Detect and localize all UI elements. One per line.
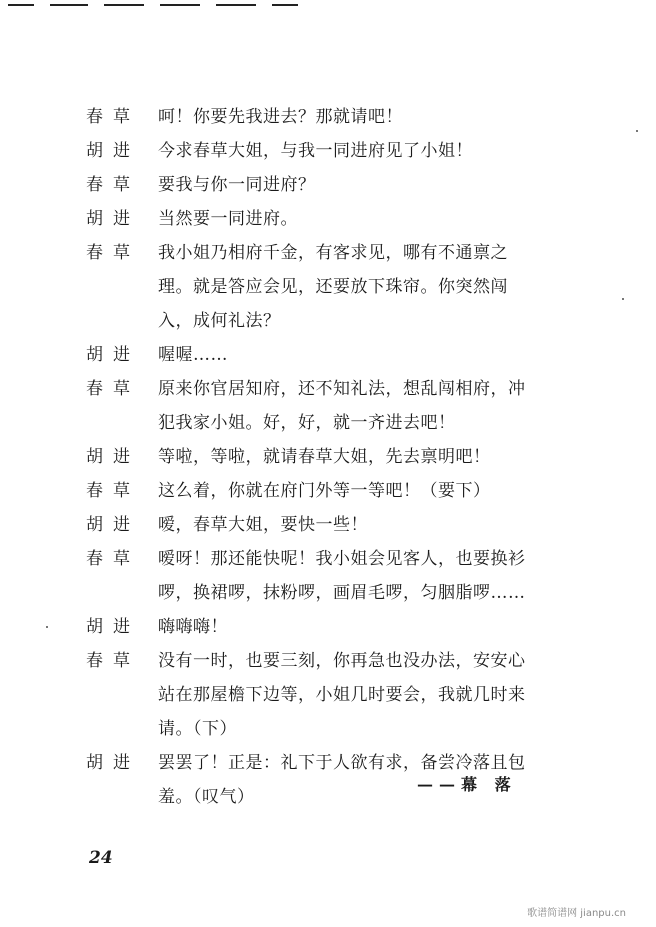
speaker-name: 胡进 xyxy=(86,617,140,637)
script-body xyxy=(86,100,556,814)
dialogue-line xyxy=(86,202,556,236)
speaker-name: 胡进 xyxy=(86,515,140,535)
speaker-name: 春草 xyxy=(86,549,140,569)
speech-text: 我小姐乃相府千金，有客求见，哪有不通禀之 xyxy=(158,243,508,263)
top-rule xyxy=(104,4,144,6)
dialogue-line xyxy=(86,168,556,202)
dialogue-line xyxy=(86,372,556,406)
speech-text: 啰，换裙啰，抹粉啰，画眉毛啰，匀胭脂啰…… xyxy=(158,583,526,603)
speaker-name: 春草 xyxy=(86,107,140,127)
watermark: 歌谱简谱网 jianpu.cn xyxy=(527,908,626,919)
dialogue-line xyxy=(86,678,556,712)
dialogue-line xyxy=(86,508,556,542)
speech-text: 当然要一同进府。 xyxy=(158,209,298,229)
dialogue-line xyxy=(86,644,556,678)
dialogue-line xyxy=(86,474,556,508)
speech-text: 羞。（叹气） xyxy=(158,787,255,807)
speaker-name: 春草 xyxy=(86,651,140,671)
speaker-name: 胡进 xyxy=(86,141,140,161)
top-rule xyxy=(50,4,88,6)
speech-text: 喔喔…… xyxy=(158,345,228,365)
top-rule xyxy=(8,4,34,6)
dialogue-line xyxy=(86,100,556,134)
dialogue-line xyxy=(86,406,556,440)
speech-text: 要我与你一同进府？ xyxy=(158,175,316,195)
dialogue-line xyxy=(86,576,556,610)
dialogue-line xyxy=(86,712,556,746)
scan-speck xyxy=(46,626,48,628)
dialogue-line xyxy=(86,270,556,304)
top-rule xyxy=(216,4,256,6)
speech-text: 等啦，等啦，就请春草大姐，先去禀明吧！ xyxy=(158,447,491,467)
speech-text: 嗳呀！那还能快呢！我小姐会见客人，也要换衫 xyxy=(158,549,526,569)
speech-text: 罢罢了！正是：礼下于人欲有求，备尝冷落且包 xyxy=(158,753,526,773)
page-number: 24 xyxy=(89,848,113,868)
speech-text: 呵！你要先我进去？那就请吧！ xyxy=(158,107,403,127)
speech-text: 嗳，春草大姐，要快一些！ xyxy=(158,515,368,535)
curtain-falls-line: ——幕 落 xyxy=(417,775,517,794)
dialogue-line xyxy=(86,338,556,372)
speech-text: 嗨嗨嗨！ xyxy=(158,617,228,637)
top-rule xyxy=(160,4,200,6)
speech-text: 理。就是答应会见，还要放下珠帘。你突然闯 xyxy=(158,277,508,297)
speaker-name: 春草 xyxy=(86,481,140,501)
speaker-name: 胡进 xyxy=(86,753,140,773)
dialogue-line xyxy=(86,610,556,644)
speech-text: 今求春草大姐，与我一同进府见了小姐！ xyxy=(158,141,473,161)
speech-text: 这么着，你就在府门外等一等吧！（要下） xyxy=(158,481,491,501)
speech-text: 站在那屋檐下边等，小姐几时要会，我就几时来 xyxy=(158,685,526,705)
speaker-name: 春草 xyxy=(86,243,140,263)
speech-text: 入，成何礼法？ xyxy=(158,311,281,331)
speech-text: 没有一时，也要三刻，你再急也没办法，安安心 xyxy=(158,651,526,671)
top-rule xyxy=(272,4,298,6)
speaker-name: 春草 xyxy=(86,379,140,399)
dialogue-line xyxy=(86,440,556,474)
speaker-name: 胡进 xyxy=(86,447,140,467)
speech-text: 犯我家小姐。好，好，就一齐进去吧！ xyxy=(158,413,456,433)
dialogue-line xyxy=(86,134,556,168)
scan-speck xyxy=(622,298,624,300)
dialogue-line xyxy=(86,542,556,576)
speech-text: 请。（下） xyxy=(158,719,237,739)
speech-text: 原来你官居知府，还不知礼法，想乱闯相府，冲 xyxy=(158,379,526,399)
dialogue-line xyxy=(86,236,556,270)
scan-speck xyxy=(636,130,638,132)
dialogue-line xyxy=(86,304,556,338)
speaker-name: 春草 xyxy=(86,175,140,195)
speaker-name: 胡进 xyxy=(86,345,140,365)
speaker-name: 胡进 xyxy=(86,209,140,229)
